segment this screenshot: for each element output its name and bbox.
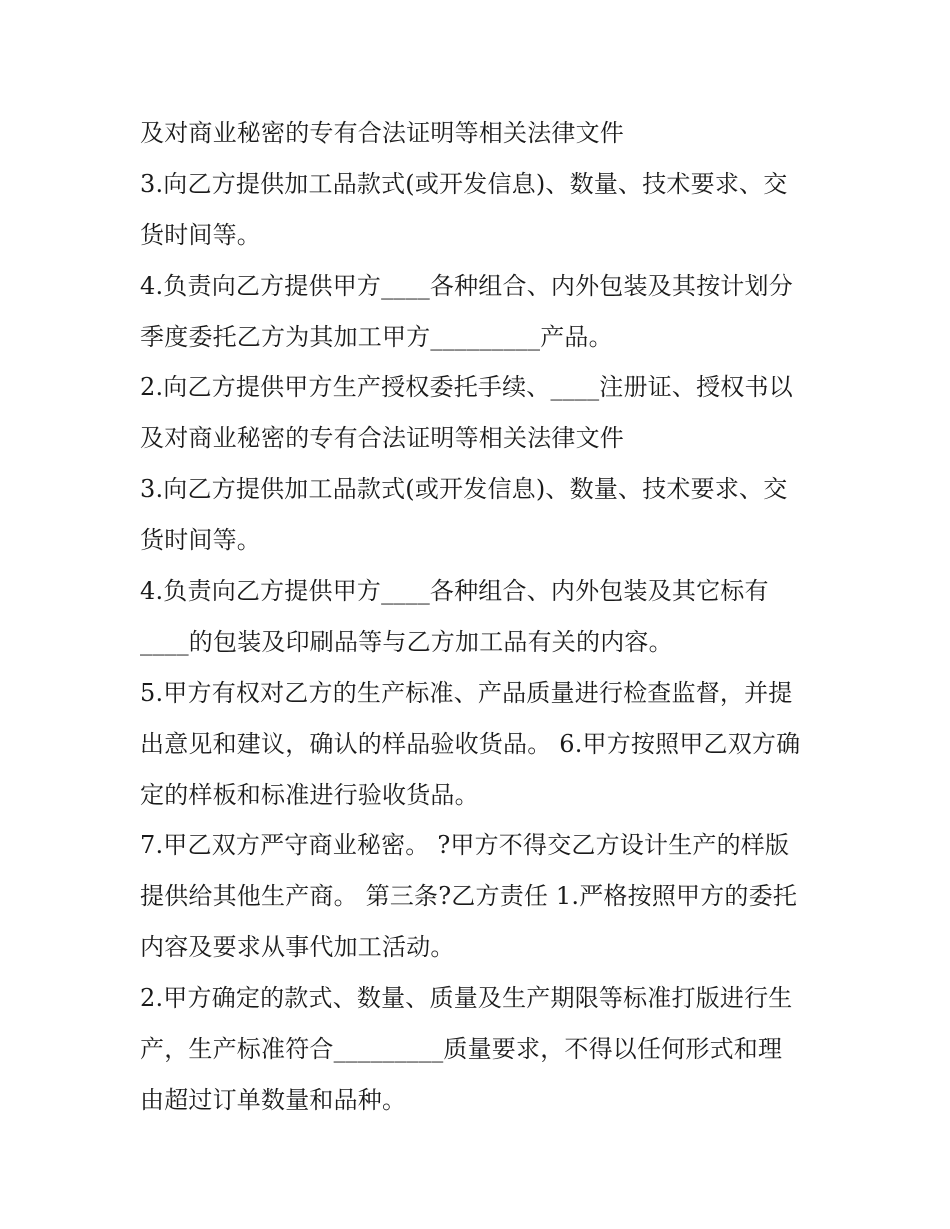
text-line: 3.向乙方提供加工品款式(或开发信息)、数量、技术要求、交 (140, 475, 788, 504)
text-line: 及对商业秘密的专有合法证明等相关法律文件 (140, 119, 624, 147)
text-line: 2.甲方确定的款式、数量、质量及生产期限等标准打版进行生 (140, 984, 793, 1013)
text-line: 季度委托乙方为其加工甲方_________产品。 (140, 322, 613, 351)
text-line: 产，生产标准符合_________质量要求，不得以任何形式和理 (140, 1035, 783, 1064)
document-body (140, 108, 820, 1126)
text-line: ____的包装及印刷品等与乙方加工品有关的内容。 (140, 627, 673, 656)
text-line: 提供给其他生产商。 第三条?乙方责任 1.严格按照甲方的委托 (140, 882, 798, 911)
text-line: 7.甲乙双方严守商业秘密。 ?甲方不得交乙方设计生产的样版 (140, 831, 790, 860)
text-line: 内容及要求从事代加工活动。 (140, 933, 455, 962)
text-line: 货时间等。 (140, 220, 261, 249)
text-line: 货时间等。 (140, 526, 261, 555)
text-line: 4.负责向乙方提供甲方____各种组合、内外包装及其按计划分 (140, 271, 793, 300)
text-line: 出意见和建议，确认的样品验收货品。 6.甲方按照甲乙双方确 (140, 729, 801, 758)
text-line: 3.向乙方提供加工品款式(或开发信息)、数量、技术要求、交 (140, 169, 788, 198)
text-line: 2.向乙方提供甲方生产授权委托手续、____注册证、授权书以 (140, 373, 793, 402)
text-line: 4.负责向乙方提供甲方____各种组合、内外包装及其它标有 (140, 577, 769, 606)
text-line: 定的样板和标准进行验收货品。 (140, 780, 479, 809)
text-line: 5.甲方有权对乙方的生产标准、产品质量进行检查监督，并提 (140, 678, 793, 707)
text-line: 及对商业秘密的专有合法证明等相关法律文件 (140, 424, 624, 453)
text-line: 由超过订单数量和品种。 (140, 1085, 407, 1114)
